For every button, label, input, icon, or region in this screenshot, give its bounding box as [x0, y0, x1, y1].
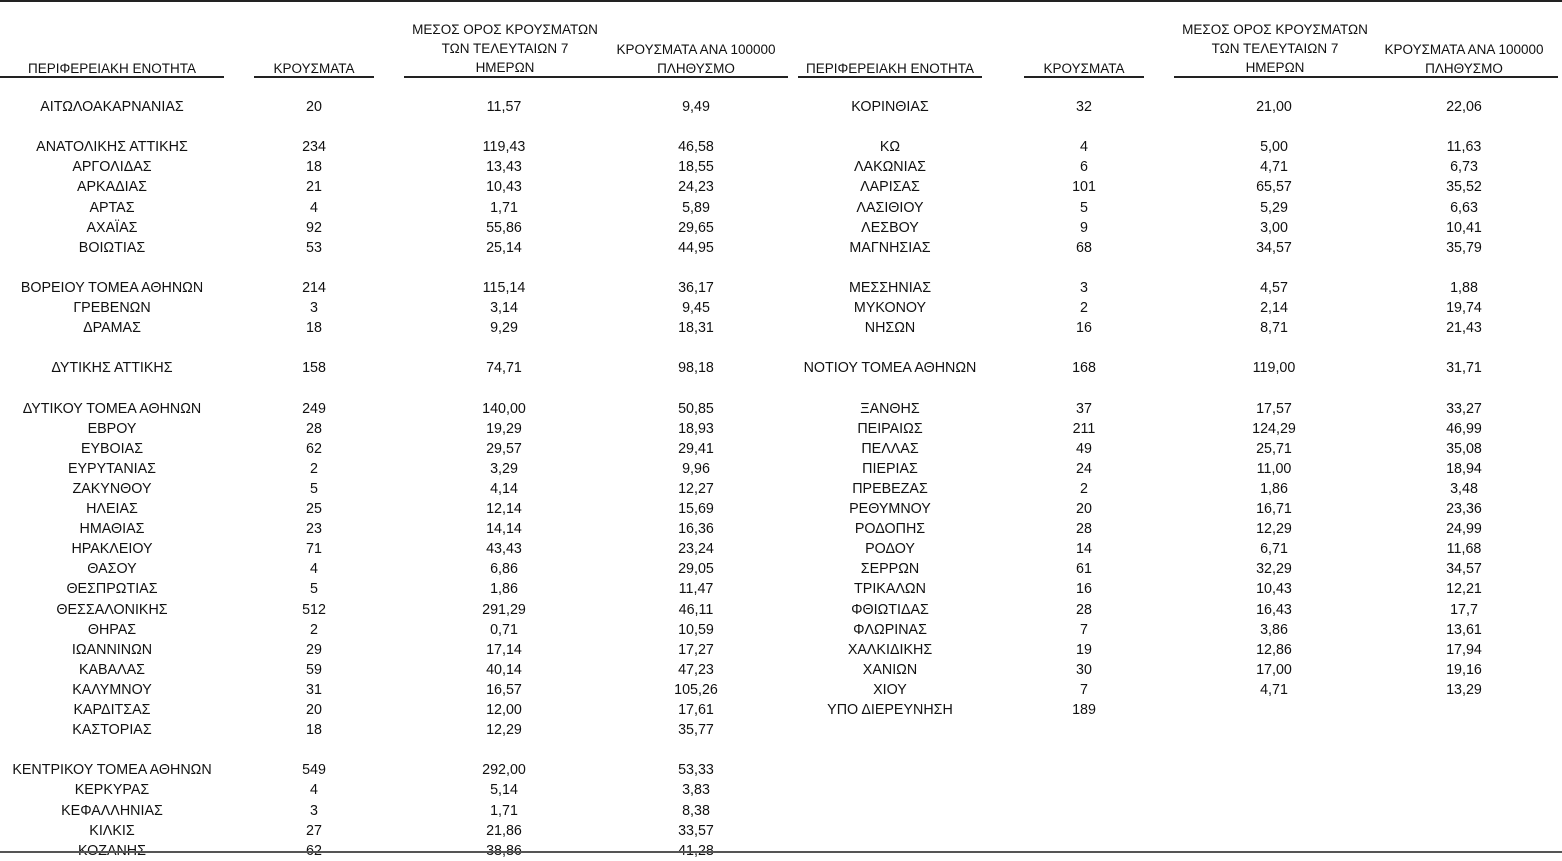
right-cell-per100k: 46,99: [1446, 420, 1482, 437]
right-cell-per100k: 22,06: [1446, 99, 1482, 115]
right-cell-region: ΝΟΤΙΟΥ ΤΟΜΕΑ ΑΘΗΝΩΝ: [803, 360, 977, 377]
right-header-cases: ΚΡΟΥΣΜΑΤΑ: [1043, 61, 1125, 76]
left-cell-avg7: 14,14: [486, 521, 522, 538]
left-cell-region: ΒΟΙΩΤΙΑΣ: [78, 239, 146, 256]
right-cell-region: ΦΘΙΩΤΙΔΑΣ: [851, 601, 929, 618]
right-cell-per100k: 13,29: [1446, 681, 1482, 698]
left-cell-avg7: 1,71: [490, 199, 518, 216]
left-cell-region: ΚΑΛΥΜΝΟΥ: [72, 681, 152, 698]
left-cell-cases: 92: [306, 219, 322, 236]
left-cell-per100k: 98,18: [678, 360, 714, 377]
right-cell-region: ΛΑΚΩΝΙΑΣ: [854, 159, 926, 176]
left-cell-per100k: 9,96: [682, 460, 710, 477]
right-cell-cases: 7: [1080, 681, 1088, 698]
left-header-avg7-line2: ΤΩΝ ΤΕΛΕΥΤΑΙΩΝ 7: [441, 41, 569, 56]
right-cell-avg7: 3,86: [1260, 621, 1288, 638]
left-cell-per100k: 46,58: [678, 139, 714, 156]
left-cell-cases: 18: [306, 722, 322, 739]
right-cell-cases: 3: [1080, 279, 1088, 296]
left-cell-per100k: 3,83: [682, 782, 710, 799]
right-cell-per100k: 35,08: [1446, 440, 1482, 457]
right-cell-per100k: 33,27: [1446, 400, 1482, 417]
left-cell-per100k: 10,59: [678, 621, 714, 638]
right-header-per100k: [1366, 40, 1562, 78]
right-cell-avg7: 3,00: [1260, 219, 1288, 236]
right-cell-avg7: 5,00: [1260, 139, 1288, 156]
right-cell-region: ΠΙΕΡΙΑΣ: [862, 460, 918, 477]
right-header-per100k-line1: ΚΡΟΥΣΜΑΤΑ ΑΝΑ 100000: [1384, 42, 1544, 57]
right-cell-avg7: 5,29: [1260, 199, 1288, 216]
left-cell-region: ΗΛΕΙΑΣ: [86, 501, 138, 517]
left-cell-avg7: 6,86: [490, 561, 518, 578]
left-cell-per100k: 17,27: [678, 641, 714, 658]
right-cell-cases: 2: [1080, 300, 1088, 316]
right-cell-avg7: 2,14: [1260, 300, 1288, 316]
left-cell-cases: 18: [306, 320, 322, 337]
left-cell-region: ΘΕΣΠΡΩΤΙΑΣ: [66, 581, 158, 598]
right-cell-region: ΤΡΙΚΑΛΩΝ: [854, 581, 926, 598]
left-cell-per100k: 9,49: [682, 99, 710, 115]
right-cell-region: ΜΕΣΣΗΝΙΑΣ: [848, 279, 932, 296]
right-cell-cases: 211: [1072, 420, 1096, 437]
left-cell-avg7: 13,43: [486, 159, 522, 176]
left-cell-avg7: 119,43: [482, 139, 526, 156]
left-cell-cases: 5: [310, 581, 318, 598]
header-underline: [798, 76, 982, 78]
top-border: [0, 0, 1562, 2]
right-cell-region: ΚΟΡΙΝΘΙΑΣ: [851, 99, 929, 115]
left-cell-per100k: 29,65: [678, 219, 714, 236]
left-cell-region: ΓΡΕΒΕΝΩΝ: [73, 300, 151, 316]
right-cell-avg7: 16,43: [1256, 601, 1292, 618]
header-underline: [1024, 76, 1144, 78]
left-cell-avg7: 9,29: [490, 320, 518, 337]
right-cell-per100k: 21,43: [1446, 320, 1482, 337]
left-cell-cases: 25: [306, 501, 322, 517]
header-underline: [0, 76, 224, 78]
left-cell-per100k: 18,93: [678, 420, 714, 437]
left-header-per100k-line1: ΚΡΟΥΣΜΑΤΑ ΑΝΑ 100000: [616, 42, 776, 57]
right-cell-cases: 20: [1076, 501, 1092, 517]
right-cell-cases: 16: [1076, 320, 1092, 337]
right-cell-region: ΜΥΚΟΝΟΥ: [853, 300, 927, 316]
left-cell-avg7: 4,14: [490, 480, 518, 497]
right-cell-per100k: 10,41: [1446, 219, 1482, 236]
left-cell-cases: 2: [310, 621, 318, 638]
right-cell-region: ΧΑΝΙΩΝ: [862, 661, 918, 678]
right-cell-cases: 168: [1072, 360, 1096, 377]
left-header-per100k: [598, 40, 794, 78]
left-cell-region: ΑΡΚΑΔΙΑΣ: [76, 179, 148, 196]
right-cell-region: ΜΑΓΝΗΣΙΑΣ: [849, 239, 931, 256]
right-cell-region: ΛΑΡΙΣΑΣ: [860, 179, 920, 196]
left-cell-cases: 18: [306, 159, 322, 176]
left-cell-avg7: 3,14: [490, 300, 518, 316]
left-cell-region: ΘΕΣΣΑΛΟΝΙΚΗΣ: [56, 601, 168, 618]
bottom-border: [0, 851, 1562, 853]
left-cell-region: ΑΙΤΩΛΟΑΚΑΡΝΑΝΙΑΣ: [40, 99, 184, 115]
right-cell-cases: 2: [1080, 480, 1088, 497]
header-underline: [404, 76, 604, 78]
right-cell-per100k: 24,99: [1446, 521, 1482, 538]
left-cell-region: ΚΑΡΔΙΤΣΑΣ: [73, 702, 151, 718]
left-cell-per100k: 18,31: [678, 320, 714, 337]
right-cell-avg7: 25,71: [1256, 440, 1292, 457]
right-cell-region: ΧΑΛΚΙΔΙΚΗΣ: [847, 641, 933, 658]
left-header-avg7: [395, 20, 615, 77]
right-cell-cases: 24: [1076, 460, 1092, 477]
left-cell-cases: 59: [306, 661, 322, 678]
left-cell-avg7: 25,14: [486, 239, 522, 256]
left-header-avg7-line1: ΜΕΣΟΣ ΟΡΟΣ ΚΡΟΥΣΜΑΤΩΝ: [412, 22, 598, 37]
right-cell-region: ΡΕΘΥΜΝΟΥ: [849, 501, 931, 517]
left-cell-cases: 2: [310, 460, 318, 477]
left-cell-per100k: 16,36: [678, 521, 714, 538]
left-cell-region: ΘΑΣΟΥ: [87, 561, 137, 578]
left-cell-avg7: 29,57: [486, 440, 522, 457]
right-cell-region: ΝΗΣΩΝ: [864, 320, 916, 337]
right-cell-cases: 5: [1080, 199, 1088, 216]
right-cell-per100k: 35,79: [1446, 239, 1482, 256]
right-cell-cases: 30: [1076, 661, 1092, 678]
right-cell-cases: 37: [1076, 400, 1092, 417]
right-cell-avg7: 11,00: [1256, 460, 1292, 477]
right-header-avg7: [1165, 20, 1385, 77]
right-cell-region: ΛΑΣΙΘΙΟΥ: [856, 199, 924, 216]
left-cell-region: ΚΙΛΚΙΣ: [89, 822, 135, 839]
left-cell-region: ΚΕΦΑΛΛΗΝΙΑΣ: [61, 802, 163, 819]
right-cell-per100k: 23,36: [1446, 501, 1482, 517]
right-cell-per100k: 19,74: [1446, 300, 1482, 316]
left-cell-avg7: 5,14: [490, 782, 518, 799]
right-cell-avg7: 4,71: [1260, 159, 1288, 176]
right-cell-region: ΠΕΙΡΑΙΩΣ: [857, 420, 923, 437]
left-cell-region: ΔΥΤΙΚΗΣ ΑΤΤΙΚΗΣ: [51, 360, 173, 377]
right-cell-cases: 101: [1072, 179, 1096, 196]
left-cell-avg7: 74,71: [486, 360, 522, 377]
header-underline: [604, 76, 788, 78]
right-cell-cases: 16: [1076, 581, 1092, 598]
left-cell-per100k: 15,69: [678, 501, 714, 517]
right-cell-cases: 7: [1080, 621, 1088, 638]
left-cell-region: ΖΑΚΥΝΘΟΥ: [72, 480, 152, 497]
left-cell-avg7: 12,00: [486, 702, 522, 718]
right-cell-avg7: 21,00: [1256, 99, 1292, 115]
left-cell-per100k: 9,45: [682, 300, 710, 316]
left-cell-region: ΑΡΤΑΣ: [89, 199, 135, 216]
left-cell-region: ΔΥΤΙΚΟΥ ΤΟΜΕΑ ΑΘΗΝΩΝ: [22, 400, 202, 417]
left-cell-per100k: 50,85: [678, 400, 714, 417]
left-cell-region: ΚΕΝΤΡΙΚΟΥ ΤΟΜΕΑ ΑΘΗΝΩΝ: [12, 762, 212, 779]
right-cell-per100k: 18,94: [1446, 460, 1482, 477]
left-cell-avg7: 3,29: [490, 460, 518, 477]
left-cell-cases: 512: [302, 601, 326, 618]
left-cell-avg7: 17,14: [486, 641, 522, 658]
right-cell-cases: 32: [1076, 99, 1092, 115]
left-cell-per100k: 11,47: [678, 581, 714, 598]
right-cell-region: ΠΕΛΛΑΣ: [861, 440, 919, 457]
right-cell-avg7: 17,00: [1256, 661, 1292, 678]
left-cell-cases: 158: [302, 360, 326, 377]
left-cell-cases: 31: [306, 681, 322, 698]
right-cell-avg7: 65,57: [1256, 179, 1292, 196]
left-cell-per100k: 24,23: [678, 179, 714, 196]
left-cell-per100k: 12,27: [678, 480, 714, 497]
left-cell-per100k: 46,11: [678, 601, 714, 618]
left-cell-region: ΑΝΑΤΟΛΙΚΗΣ ΑΤΤΙΚΗΣ: [36, 139, 188, 156]
left-cell-avg7: 43,43: [486, 541, 522, 558]
left-cell-avg7: 140,00: [482, 400, 526, 417]
left-cell-per100k: 23,24: [678, 541, 714, 558]
right-cell-cases: 4: [1080, 139, 1088, 156]
left-cell-per100k: 17,61: [678, 702, 714, 718]
left-cell-cases: 20: [306, 99, 322, 115]
left-cell-avg7: 115,14: [482, 279, 526, 296]
right-cell-per100k: 11,68: [1446, 541, 1482, 558]
left-header-per100k-line2: ΠΛΗΘΥΣΜΟ: [657, 61, 735, 76]
right-cell-cases: 19: [1076, 641, 1092, 658]
left-cell-region: ΚΑΣΤΟΡΙΑΣ: [72, 722, 152, 739]
left-cell-region: ΕΥΡΥΤΑΝΙΑΣ: [67, 460, 157, 477]
right-cell-per100k: 19,16: [1446, 661, 1482, 678]
left-cell-region: ΚΑΒΑΛΑΣ: [78, 661, 146, 678]
left-cell-cases: 4: [310, 561, 318, 578]
left-cell-avg7: 1,71: [490, 802, 518, 819]
right-cell-region: ΣΕΡΡΩΝ: [860, 561, 920, 578]
header-underline: [1374, 76, 1558, 78]
left-cell-avg7: 19,29: [486, 420, 522, 437]
left-cell-region: ΗΜΑΘΙΑΣ: [79, 521, 145, 538]
left-cell-cases: 29: [306, 641, 322, 658]
left-cell-per100k: 44,95: [678, 239, 714, 256]
right-cell-region: ΧΙΟΥ: [873, 681, 907, 698]
right-header-avg7-line2: ΤΩΝ ΤΕΛΕΥΤΑΙΩΝ 7: [1211, 41, 1339, 56]
left-cell-region: ΔΡΑΜΑΣ: [83, 320, 141, 337]
left-cell-cases: 20: [306, 702, 322, 718]
left-cell-avg7: 21,86: [486, 822, 522, 839]
left-cell-per100k: 47,23: [678, 661, 714, 678]
right-cell-per100k: 1,88: [1450, 279, 1478, 296]
right-header-per100k-line2: ΠΛΗΘΥΣΜΟ: [1425, 61, 1503, 76]
right-cell-per100k: 6,73: [1450, 159, 1478, 176]
right-cell-avg7: 124,29: [1252, 420, 1296, 437]
left-cell-cases: 3: [310, 802, 318, 819]
left-cell-cases: 549: [302, 762, 326, 779]
right-cell-per100k: 11,63: [1446, 139, 1482, 156]
left-cell-cases: 21: [306, 179, 322, 196]
right-cell-per100k: 34,57: [1446, 561, 1482, 578]
left-cell-region: ΘΗΡΑΣ: [87, 621, 137, 638]
right-cell-region: ΡΟΔΟΥ: [865, 541, 915, 558]
left-cell-per100k: 53,33: [678, 762, 714, 779]
right-cell-cases: 9: [1080, 219, 1088, 236]
left-cell-cases: 23: [306, 521, 322, 538]
right-cell-avg7: 16,71: [1256, 501, 1292, 517]
right-cell-per100k: 31,71: [1446, 360, 1482, 377]
right-cell-cases: 49: [1076, 440, 1092, 457]
left-cell-region: ΗΡΑΚΛΕΙΟΥ: [71, 541, 153, 558]
left-cell-region: ΕΒΡΟΥ: [87, 420, 137, 437]
left-cell-region: ΒΟΡΕΙΟΥ ΤΟΜΕΑ ΑΘΗΝΩΝ: [20, 279, 204, 296]
right-header-avg7-line1: ΜΕΣΟΣ ΟΡΟΣ ΚΡΟΥΣΜΑΤΩΝ: [1182, 22, 1368, 37]
right-cell-avg7: 1,86: [1260, 480, 1288, 497]
left-cell-per100k: 18,55: [678, 159, 714, 176]
right-cell-avg7: 4,71: [1260, 681, 1288, 698]
right-cell-avg7: 10,43: [1256, 581, 1292, 598]
left-cell-cases: 4: [310, 199, 318, 216]
right-cell-avg7: 12,86: [1256, 641, 1292, 658]
right-cell-region: ΡΟΔΟΠΗΣ: [854, 521, 926, 538]
left-cell-cases: 5: [310, 480, 318, 497]
left-cell-cases: 249: [302, 400, 326, 417]
right-cell-avg7: 12,29: [1256, 521, 1292, 538]
left-cell-avg7: 16,57: [486, 681, 522, 698]
right-cell-per100k: 3,48: [1450, 480, 1478, 497]
left-cell-per100k: 36,17: [678, 279, 714, 296]
right-header-region: ΠΕΡΙΦΕΡΕΙΑΚΗ ΕΝΟΤΗΤΑ: [805, 61, 975, 76]
left-cell-avg7: 291,29: [482, 601, 526, 618]
header-underline: [1174, 76, 1374, 78]
right-cell-avg7: 8,71: [1260, 320, 1288, 337]
left-cell-avg7: 12,14: [486, 501, 522, 517]
left-cell-cases: 53: [306, 239, 322, 256]
right-cell-region: ΥΠΟ ΔΙΕΡΕΥΝΗΣΗ: [827, 702, 953, 718]
left-cell-per100k: 8,38: [682, 802, 710, 819]
left-cell-cases: 71: [306, 541, 322, 558]
left-cell-cases: 234: [302, 139, 326, 156]
left-cell-region: ΑΡΓΟΛΙΔΑΣ: [72, 159, 152, 176]
left-cell-cases: 27: [306, 822, 322, 839]
left-header-cases: ΚΡΟΥΣΜΑΤΑ: [273, 61, 355, 76]
right-cell-avg7: 34,57: [1256, 239, 1292, 256]
right-cell-region: ΛΕΣΒΟΥ: [861, 219, 919, 236]
left-cell-cases: 214: [302, 279, 326, 296]
right-cell-per100k: 35,52: [1446, 179, 1482, 196]
right-cell-cases: 28: [1076, 521, 1092, 538]
right-cell-region: ΚΩ: [879, 139, 901, 156]
left-cell-avg7: 11,57: [486, 99, 522, 115]
left-cell-region: ΚΕΡΚΥΡΑΣ: [74, 782, 150, 799]
left-cell-per100k: 35,77: [678, 722, 714, 739]
left-cell-avg7: 40,14: [486, 661, 522, 678]
header-underline: [254, 76, 374, 78]
left-cell-avg7: 55,86: [486, 219, 522, 236]
left-cell-cases: 4: [310, 782, 318, 799]
right-cell-per100k: 12,21: [1446, 581, 1482, 598]
left-cell-cases: 3: [310, 300, 318, 316]
right-cell-per100k: 17,7: [1450, 601, 1478, 618]
left-cell-region: ΕΥΒΟΙΑΣ: [80, 440, 144, 457]
left-cell-avg7: 1,86: [490, 581, 518, 598]
right-cell-cases: 61: [1076, 561, 1092, 578]
right-cell-per100k: 6,63: [1450, 199, 1478, 216]
left-header-avg7-line3: ΗΜΕΡΩΝ: [475, 60, 535, 75]
left-cell-avg7: 0,71: [490, 621, 518, 638]
left-cell-per100k: 29,05: [678, 561, 714, 578]
left-cell-cases: 28: [306, 420, 322, 437]
right-cell-region: ΦΛΩΡΙΝΑΣ: [853, 621, 927, 638]
left-cell-per100k: 33,57: [678, 822, 714, 839]
right-cell-cases: 28: [1076, 601, 1092, 618]
right-cell-cases: 68: [1076, 239, 1092, 256]
right-cell-avg7: 119,00: [1252, 360, 1296, 377]
right-cell-avg7: 6,71: [1260, 541, 1288, 558]
left-cell-per100k: 5,89: [682, 199, 710, 216]
right-cell-cases: 14: [1076, 541, 1092, 558]
right-cell-avg7: 17,57: [1256, 400, 1292, 417]
right-cell-per100k: 13,61: [1446, 621, 1482, 638]
right-cell-cases: 189: [1072, 702, 1096, 718]
right-cell-per100k: 17,94: [1446, 641, 1482, 658]
left-header-region: ΠΕΡΙΦΕΡΕΙΑΚΗ ΕΝΟΤΗΤΑ: [27, 61, 197, 76]
left-cell-per100k: 105,26: [674, 681, 718, 698]
left-cell-avg7: 12,29: [486, 722, 522, 739]
right-cell-region: ΠΡΕΒΕΖΑΣ: [852, 480, 928, 497]
right-cell-region: ΞΑΝΘΗΣ: [860, 400, 920, 417]
left-cell-avg7: 10,43: [486, 179, 522, 196]
left-cell-region: ΑΧΑΪΑΣ: [86, 219, 138, 236]
right-cell-avg7: 32,29: [1256, 561, 1292, 578]
left-cell-per100k: 29,41: [678, 440, 714, 457]
right-header-avg7-line3: ΗΜΕΡΩΝ: [1245, 60, 1305, 75]
left-cell-cases: 62: [306, 440, 322, 457]
right-cell-avg7: 4,57: [1260, 279, 1288, 296]
left-cell-region: ΙΩΑΝΝΙΝΩΝ: [71, 641, 153, 658]
left-cell-avg7: 292,00: [482, 762, 526, 779]
right-cell-cases: 6: [1080, 159, 1088, 176]
